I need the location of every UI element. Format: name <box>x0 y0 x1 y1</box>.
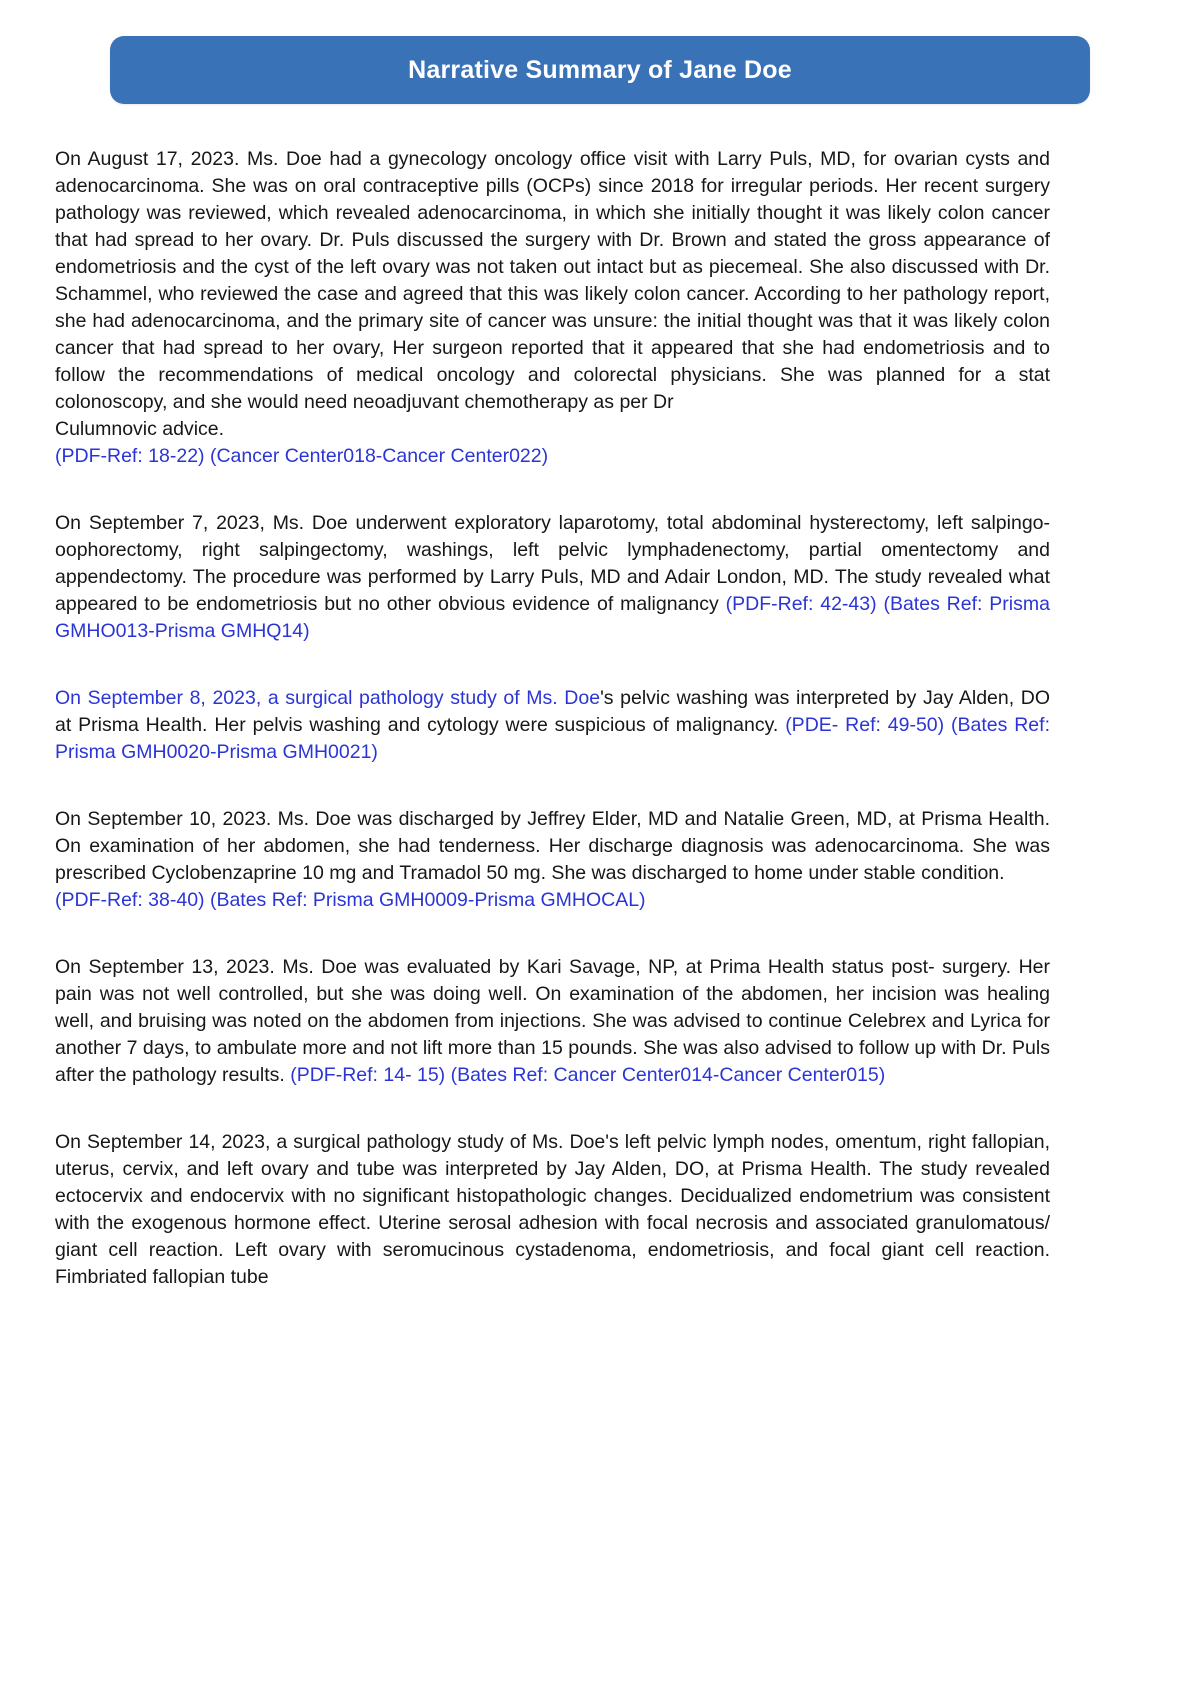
entry-august-17-reference: (PDF-Ref: 18-22) (Cancer Center018-Cancer Center022) <box>55 445 549 467</box>
entry-september-10-body: On September 10, 2023. Ms. Doe was discharged by Jeffrey Elder, MD and Natalie Green, MD, at Prisma Health. On examination of her abdomen, she had tenderness. Her discharge diagnosis was adenocarcinoma. She was prescribed Cyclobenzaprine 10 mg and Tramadol 50 mg. She was discharged to home under stable condition. <box>55 808 1050 884</box>
page-title: Narrative Summary of Jane Doe <box>408 55 792 84</box>
entry-september-08-reference: (PDE- Ref: 49-50) (Bates Ref: Prisma GMH0020-Prisma GMH0021) <box>55 714 1050 763</box>
title-banner <box>110 36 1090 104</box>
entry-september-13-reference: (PDF-Ref: 14- 15) (Bates Ref: Cancer Center014-Cancer Center015) <box>290 1064 886 1086</box>
entry-september-08-body: 's pelvic washing was interpreted by Jay Alden, DO at Prisma Health. Her pelvis washing and cytology were suspicious of malignancy. <box>55 687 1050 736</box>
entry-august-17-continuation: Culumnovic advice. <box>55 418 225 440</box>
narrative-body <box>0 104 1200 1331</box>
entry-september-08 <box>55 685 1050 766</box>
entry-september-07 <box>55 510 1050 645</box>
entry-september-08-lead: On September 8, 2023, a surgical pathology study of Ms. Doe <box>55 687 601 709</box>
entry-september-07-body: On September 7, 2023, Ms. Doe underwent exploratory laparotomy, total abdominal hysterectomy, left salpingo-oophorectomy, right salpingectomy, washings, left pelvic lymphadenectomy, partial omentectomy and appendectomy. The procedure was performed by Larry Puls, MD and Adair London, MD. The study revealed what appeared to be endometriosis but no other obvious evidence of malignancy <box>55 512 1050 615</box>
entry-september-13 <box>55 954 1050 1089</box>
page-header <box>0 0 1200 104</box>
entry-september-13-body: On September 13, 2023. Ms. Doe was evaluated by Kari Savage, NP, at Prima Health status post- surgery. Her pain was not well controlled, but she was doing well. On examination of the abdomen, her incision was healing well, and bruising was noted on the abdomen from injections. She was advised to continue Celebrex and Lyrica for another 7 days, to ambulate more and not lift more than 15 pounds. She was also advised to follow up with Dr. Puls after the pathology results. <box>55 956 1050 1086</box>
entry-september-07-reference: (PDF-Ref: 42-43) (Bates Ref: Prisma GMHO013-Prisma GMHQ14) <box>55 593 1050 642</box>
entry-september-10-reference: (PDF-Ref: 38-40) (Bates Ref: Prisma GMH0009-Prisma GMHOCAL) <box>55 889 646 911</box>
entry-august-17-body: On August 17, 2023. Ms. Doe had a gynecology oncology office visit with Larry Puls, MD, for ovarian cysts and adenocarcinoma. She was on oral contraceptive pills (OCPs) since 2018 for irregular periods. Her recent surgery pathology was reviewed, which revealed adenocarcinoma, in which she initially thought it was likely colon cancer that had spread to her ovary. Dr. Puls discussed the surgery with Dr. Brown and stated the gross appearance of endometriosis and the cyst of the left ovary was not taken out intact but as piecemeal. She also discussed with Dr. Schammel, who reviewed the case and agreed that this was likely colon cancer. According to her pathology report, she had adenocarcinoma, and the primary site of cancer was unsure: the initial thought was that it was likely colon cancer that had spread to her ovary, Her surgeon reported that it appeared that she had endometriosis and to follow the recommendations of medical oncology and colorectal physicians. She was planned for a stat colonoscopy, and she would need neoadjuvant chemotherapy as per Dr <box>55 148 1050 413</box>
entry-september-14-body: On September 14, 2023, a surgical pathology study of Ms. Doe's left pelvic lymph nodes, omentum, right fallopian, uterus, cervix, and left ovary and tube was interpreted by Jay Alden, DO, at Prisma Health. The study revealed ectocervix and endocervix with no significant histopathologic changes. Decidualized endometrium was consistent with the exogenous hormone effect. Uterine serosal adhesion with focal necrosis and associated granulomatous/ giant cell reaction. Left ovary with seromucinous cystadenoma, endometriosis, and focal giant cell reaction. Fimbriated fallopian tube <box>55 1131 1050 1288</box>
